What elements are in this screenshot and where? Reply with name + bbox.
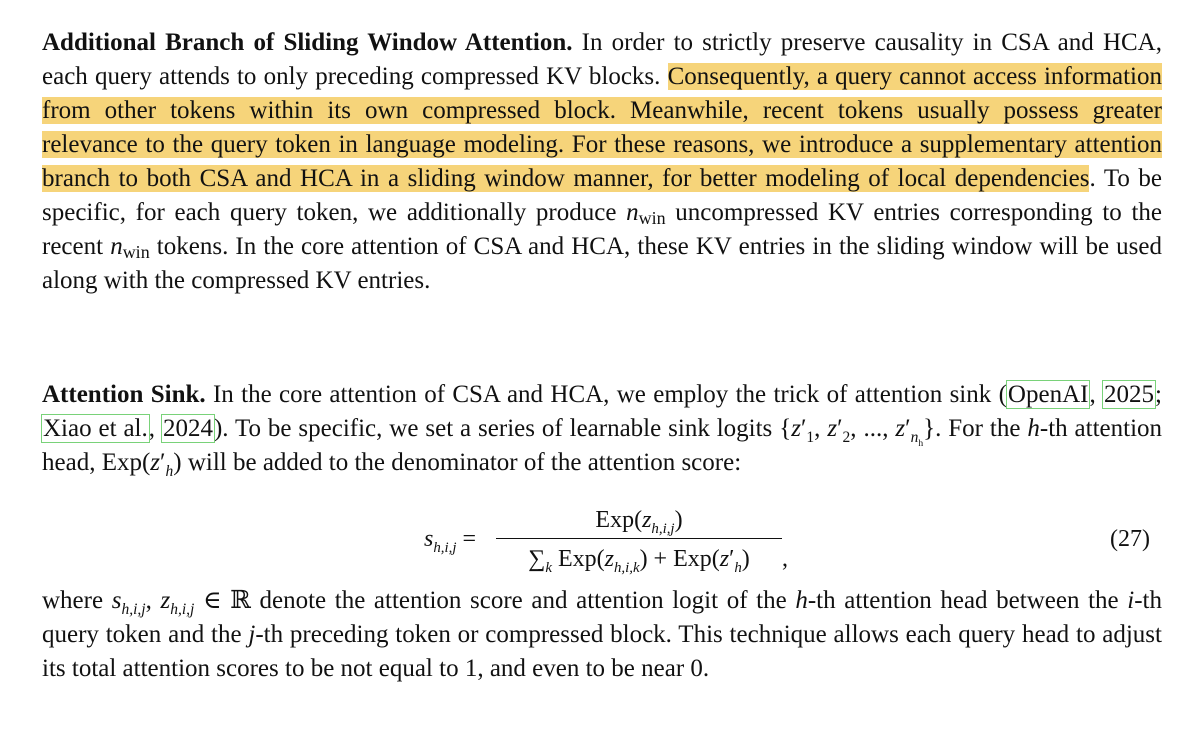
fraction-denominator (496, 541, 782, 577)
math-prime: ′ (905, 415, 911, 442)
math-ellipsis: , ..., (850, 415, 896, 442)
separator: ; (1155, 381, 1162, 408)
sum-symbol: ∑ (528, 546, 546, 572)
math-i: i (1127, 587, 1135, 614)
paragraph-text: In order to strictly preserve causality in CSA and HCA, each query attends to only preceding compressed KV blocks. (42, 29, 1162, 90)
paragraph-attention-sink (42, 378, 1162, 480)
paragraph-where (42, 584, 1162, 686)
math-sub: h,i,j (121, 601, 146, 618)
math-sub: h,i,j (433, 539, 457, 556)
paragraph-text: -th preceding token or compressed block. This technique allows each query head to adjust its total attention scores to be not equal to 1, and even to be near 0. (42, 621, 1162, 682)
section-heading-sliding-window: Additional Branch of Sliding Window Attention. (42, 29, 573, 56)
highlighted-text[interactable]: Consequently, a query cannot access information from other tokens within its own compressed block. Meanwhile, recent tokens usually possess greater relevance to the query token in language modeling. For these reasons, we introduce a supplementary attention branch to both CSA and HCA in a sliding window manner, for better modeling of local dependencies (42, 63, 1162, 192)
math-n: n (626, 199, 639, 226)
math-z: z (150, 449, 161, 476)
paragraph-text: . For the (935, 415, 1028, 442)
math-n: n (910, 429, 919, 446)
math-prime: ′ (800, 415, 807, 442)
equation-number: (27) (1110, 526, 1150, 552)
exp-text: Exp( (595, 507, 643, 533)
math-sub: h,i,k (613, 559, 640, 576)
math-sub: h,i,j (651, 520, 675, 537)
math-sub: h,i,j (170, 601, 195, 618)
paragraph-text: . To be specific, for each query token, we additionally produce (42, 165, 1162, 226)
math-s: s (111, 587, 122, 614)
math-j: j (248, 621, 256, 648)
math-sub: 1 (806, 429, 815, 446)
math-sub-h: h (734, 559, 742, 576)
paragraph-text: -th query token and the (42, 587, 1162, 648)
math-sub: 2 (842, 429, 851, 446)
math-subscript-win: win (638, 207, 666, 228)
paragraph-sliding-window (42, 26, 1162, 298)
math-prime: ′ (160, 449, 166, 476)
paragraph-text: ). To be specific, we set a series of learnable sink logits (213, 415, 780, 442)
math-sub (910, 429, 924, 450)
separator: , (145, 587, 161, 614)
math-h: h (795, 587, 808, 614)
equation-lhs (424, 526, 477, 556)
equals-sign: = (456, 526, 477, 552)
paragraph-text: uncompressed KV entries corresponding to the recent (42, 199, 1162, 260)
fraction (496, 502, 782, 577)
citation-link-xiao-year[interactable]: 2024 (162, 415, 213, 442)
math-subscript-win: win (122, 241, 150, 262)
paren-close: ) (674, 507, 683, 533)
exp-text: Exp( (551, 546, 605, 572)
math-z: z (827, 415, 838, 442)
separator: , (148, 415, 162, 442)
paragraph-text: -th attention head, Exp( (42, 415, 1163, 476)
math-set: {$z'_1$, $z'_2$, ..., $z'_{n_h}$} (779, 415, 936, 450)
math-h: h (1027, 415, 1040, 442)
separator: , (1089, 381, 1104, 408)
brace-close: } (923, 415, 936, 442)
math-z: z (895, 415, 906, 442)
fraction-bar (496, 538, 782, 539)
math-s: s (424, 526, 434, 552)
paragraph-text: -th attention head between the (807, 587, 1128, 614)
math-sub-h: h (918, 438, 924, 450)
citation-link-xiao[interactable]: Xiao et al. (43, 415, 148, 442)
math-z: z (719, 546, 730, 572)
math-sub-k: k (545, 559, 552, 576)
paragraph-text: ) will be added to the denominator of the attention score: (173, 449, 742, 476)
equation-27 (0, 502, 1200, 580)
brace-open: { (779, 415, 792, 442)
math-h: h (165, 463, 174, 480)
equation-comma: , (782, 546, 788, 572)
paragraph-text: tokens. In the core attention of CSA and HCA, these KV entries in the sliding window will be used along with the compressed KV entries. (42, 233, 1162, 294)
citation-link-openai[interactable]: OpenAI (1007, 381, 1089, 408)
citation-link-openai-year[interactable]: 2025 (1104, 381, 1155, 408)
paragraph-text: In the core attention of CSA and HCA, we employ the trick of attention sink ( (205, 381, 1007, 408)
fraction-numerator (496, 502, 782, 538)
section-heading-attention-sink: Attention Sink. (42, 381, 206, 408)
math-z: z (642, 507, 652, 533)
math-z: z (160, 587, 171, 614)
math-n: n (110, 233, 123, 260)
math-prime: ′ (729, 546, 735, 572)
exp-text: ) + Exp( (639, 546, 720, 572)
math-z: z (791, 415, 801, 442)
paragraph-text: ∈ ℝ denote the attention score and attention logit of the (194, 587, 796, 614)
math-prime: ′ (837, 415, 843, 442)
paren-close: ) (741, 546, 750, 572)
math-z: z (604, 546, 614, 572)
paragraph-text: where (42, 587, 112, 614)
